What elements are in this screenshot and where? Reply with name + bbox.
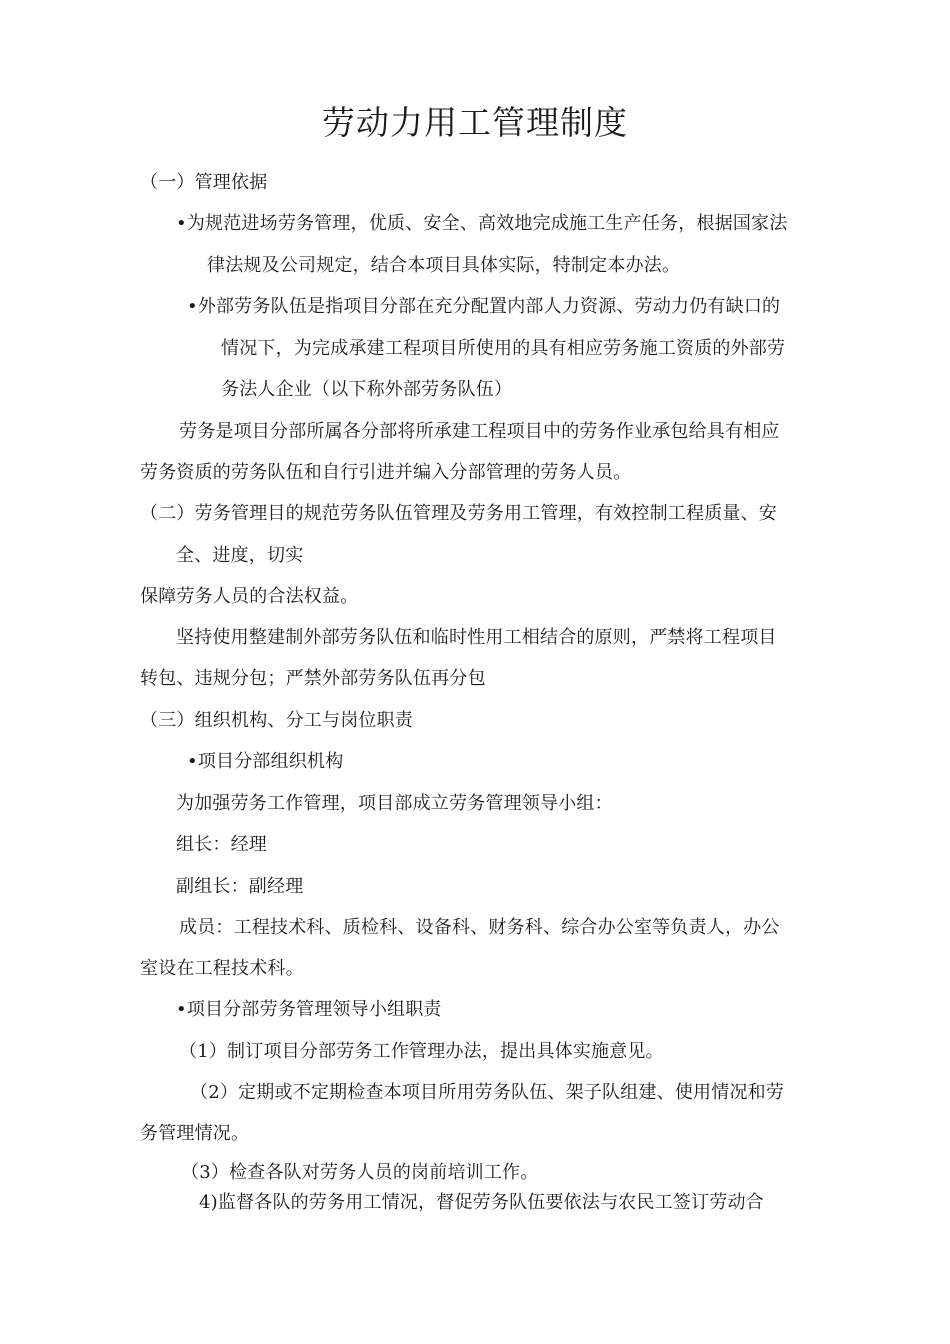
section-heading-2: （二）劳务管理目的规范劳务队伍管理及劳务用工管理，有效控制工程质量、安 [140,503,777,524]
paragraph-line: 务管理情况。 [140,1123,250,1144]
paragraph-line: （3）检查各队对劳务人员的岗前培训工作。 [181,1162,539,1183]
paragraph-line: 组长：经理 [176,834,267,855]
paragraph-line: •项目分部组织机构 [187,751,344,772]
document-title: 劳动力用工管理制度 [322,103,628,142]
paragraph-line: （2）定期或不定期检查本项目所用劳务队伍、架子队组建、使用情况和劳 [190,1082,785,1103]
paragraph-line: 情况下，为完成承建工程项目所使用的具有相应劳务施工资质的外部劳 [221,338,786,359]
paragraph-line: 4)监督各队的劳务用工情况，督促劳务队伍要依法与农民工签订劳动合 [199,1192,764,1213]
paragraph-line: 为加强劳务工作管理，项目部成立劳务管理领导小组： [176,793,613,814]
paragraph-line: 保障劳务人员的合法权益。 [140,586,359,607]
paragraph-line: •外部劳务队伍是指项目分部在充分配置内部人力资源、劳动力仍有缺口的 [187,296,781,317]
paragraph-line: 成员：工程技术科、质检科、设备科、财务科、综合办公室等负责人，办公 [179,917,780,938]
section-heading-3: （三）组织机构、分工与岗位职责 [140,710,413,731]
paragraph-line: 坚持使用整建制外部劳务队伍和临时性用工相结合的原则，严禁将工程项目 [176,627,777,648]
paragraph-line: 律法规及公司规定，结合本项目具体实际，特制定本办法。 [207,255,681,276]
paragraph-line: •为规范进场劳务管理，优质、安全、高效地完成施工生产任务，根据国家法 [176,213,788,234]
paragraph-line: •项目分部劳务管理领导小组职责 [176,999,442,1020]
paragraph-line: 室设在工程技术科。 [140,958,304,979]
paragraph-line: 劳务资质的劳务队伍和自行引进并编入分部管理的劳务人员。 [140,462,632,483]
paragraph-line: 转包、违规分包；严禁外部劳务队伍再分包 [140,668,486,689]
paragraph-line: 劳务是项目分部所属各分部将所承建工程项目中的劳务作业承包给具有相应 [179,421,780,442]
paragraph-line: 副组长：副经理 [176,876,304,897]
paragraph-line: 全、进度，切实 [176,545,304,566]
paragraph-line: 务法人企业（以下称外部劳务队伍） [221,379,513,400]
paragraph-line: （1）制订项目分部劳务工作管理办法，提出具体实施意见。 [179,1041,664,1062]
section-heading-1: （一）管理依据 [140,172,268,193]
